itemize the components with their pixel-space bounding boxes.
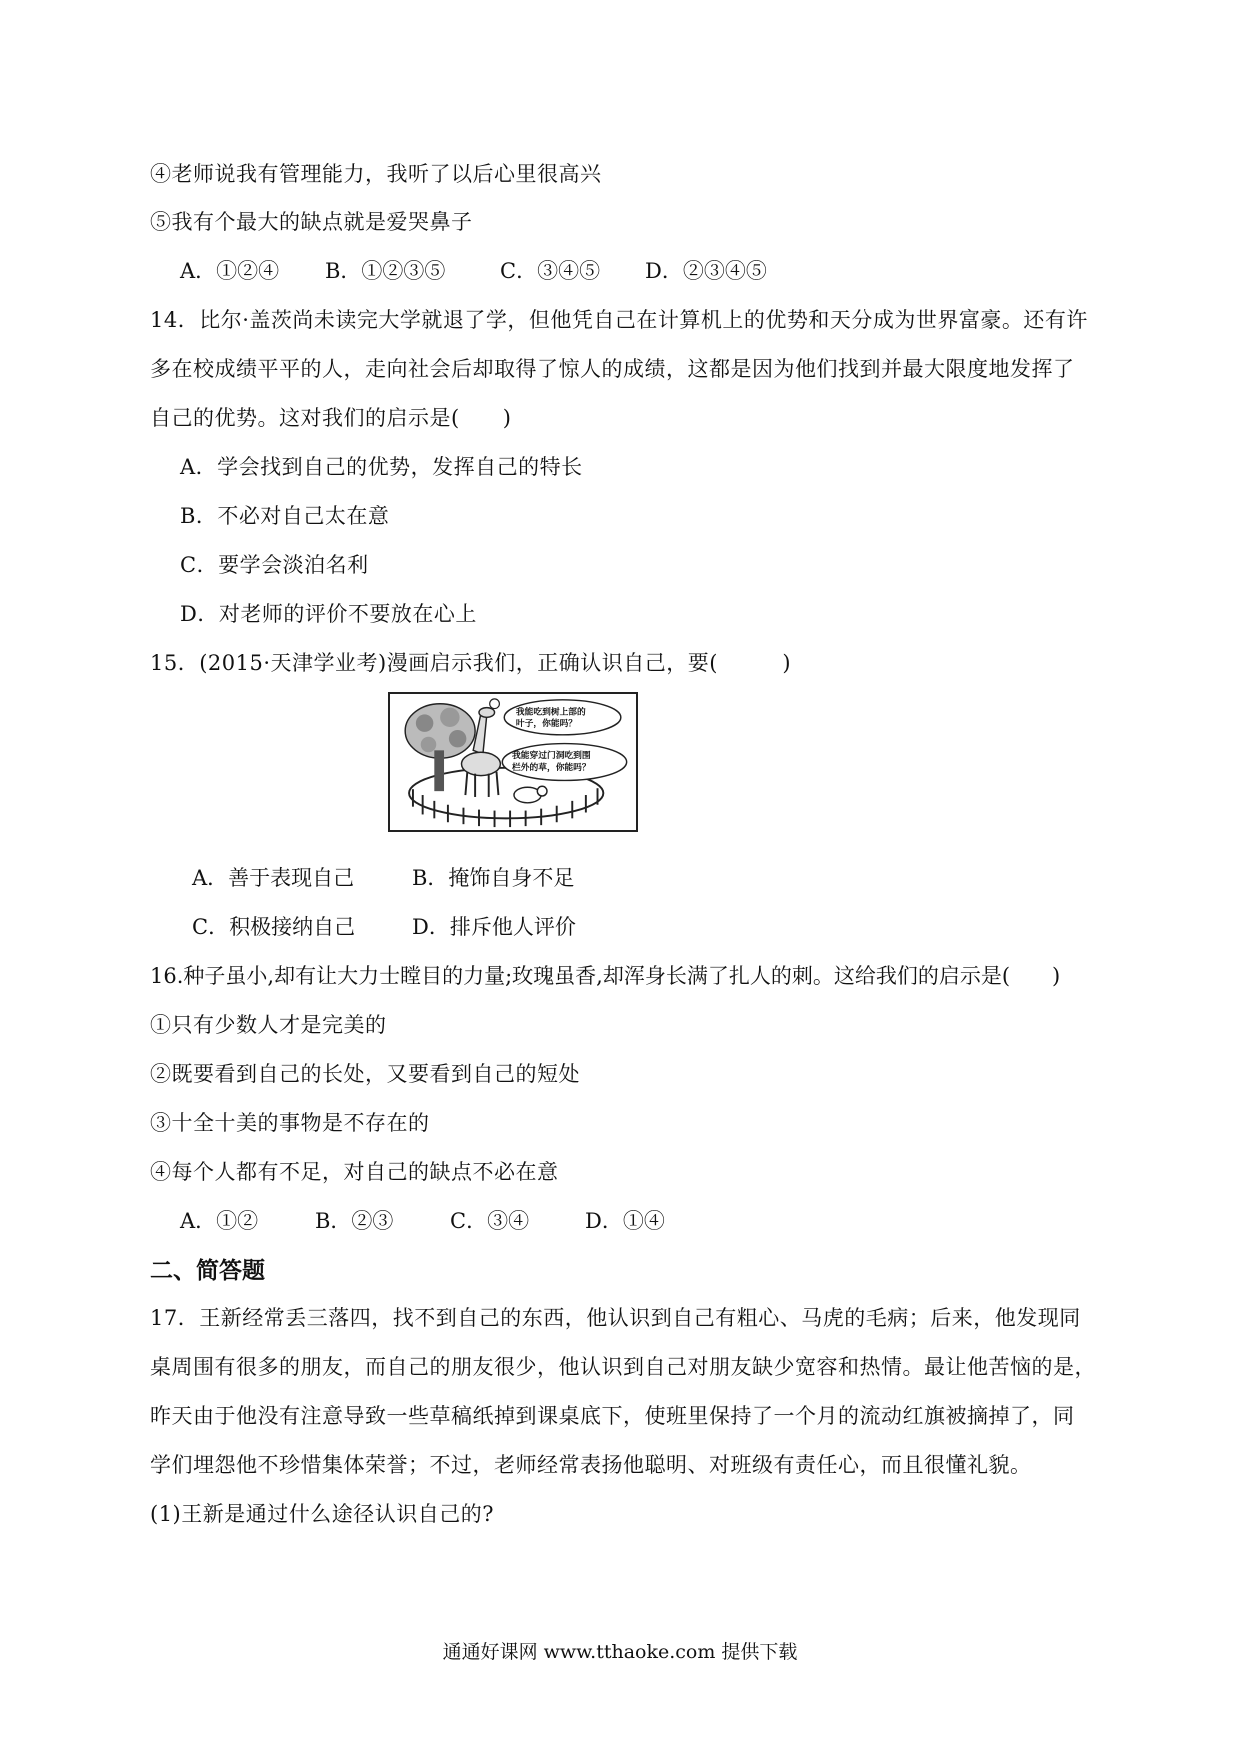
q14-stem-line-3: 自己的优势。这对我们的启示是( ) — [150, 406, 512, 430]
q13-item-5: ⑤我有个最大的缺点就是爱哭鼻子 — [150, 210, 473, 234]
q16-option-a: A．①② — [180, 1209, 259, 1233]
q13-option-d: D．②③④⑤ — [645, 259, 767, 283]
q16-item-1: ①只有少数人才是完美的 — [150, 1013, 387, 1037]
q17-sub-question-1: (1)王新是通过什么途径认识自己的? — [150, 1502, 495, 1526]
q13-options — [180, 255, 767, 285]
q16-options — [180, 1205, 665, 1235]
q15-option-d: D．排斥他人评价 — [412, 915, 576, 939]
q13-item-4: ④老师说我有管理能力，我听了以后心里很高兴 — [150, 162, 602, 186]
q16-stem: 16.种子虽小,却有让大力士瞠目的力量;玫瑰虽香,却浑身长满了扎人的刺。这给我们的启示是( ) — [150, 964, 1061, 988]
q17-stem-line-1: 17．王新经常丢三落四，找不到自己的东西，他认识到自己有粗心、马虎的毛病；后来，他发现同 — [150, 1306, 1081, 1330]
comic-bubble-2-line-2: 栏外的草，你能吗？ — [512, 762, 591, 773]
q13-option-c: C．③④⑤ — [500, 259, 601, 283]
q16-item-4: ④每个人都有不足，对自己的缺点不必在意 — [150, 1160, 559, 1184]
q17-stem-line-2: 桌周围有很多的朋友，而自己的朋友很少，他认识到自己对朋友缺少宽容和热情。最让他苦恼的是， — [150, 1355, 1096, 1379]
q15-stem: 15．(2015·天津学业考)漫画启示我们，正确认识自己，要( ) — [150, 651, 792, 675]
q17-stem-line-4: 学们埋怨他不珍惜集体荣誉；不过，老师经常表扬他聪明、对班级有责任心，而且很懂礼貌。 — [150, 1453, 1032, 1477]
page-footer: 通通好课网 www.tthaoke.com 提供下载 — [442, 1641, 798, 1663]
q16-item-3: ③十全十美的事物是不存在的 — [150, 1111, 430, 1135]
comic-bubble-1-line-1: 我能吃到树上部的 — [515, 707, 586, 718]
q15-comic-image — [388, 692, 638, 832]
q16-option-d: D．①④ — [585, 1209, 665, 1233]
q16-option-c: C．③④ — [450, 1209, 530, 1233]
q16-item-2: ②既要看到自己的长处，又要看到自己的短处 — [150, 1062, 580, 1086]
section-title-short-answer: 二、简答题 — [150, 1258, 265, 1284]
q15-option-c: C．积极接纳自己 — [192, 915, 356, 939]
q15-options-row-1 — [192, 862, 574, 892]
q13-option-b: B．①②③⑤ — [325, 259, 446, 283]
q17-stem-line-3: 昨天由于他没有注意导致一些草稿纸掉到课桌底下，使班里保持了一个月的流动红旗被摘掉了，同 — [150, 1404, 1075, 1428]
q14-option-b: B．不必对自己太在意 — [180, 504, 390, 528]
comic-bubble-2-line-1: 我能穿过门洞吃到围 — [512, 751, 591, 762]
q15-options-row-2 — [192, 911, 576, 941]
q13-option-a: A．①②④ — [180, 259, 280, 283]
q16-option-b: B．②③ — [315, 1209, 394, 1233]
q15-option-a: A．善于表现自己 — [192, 866, 355, 890]
comic-bubble-1-line-2: 叶子，你能吗？ — [515, 719, 578, 730]
q14-option-d: D．对老师的评价不要放在心上 — [180, 602, 477, 626]
q14-stem-line-1: 14．比尔·盖茨尚未读完大学就退了学，但他凭自己在计算机上的优势和天分成为世界富豪。还有许 — [150, 308, 1088, 332]
q15-option-b: B．掩饰自身不足 — [412, 866, 575, 890]
q14-option-c: C．要学会淡泊名利 — [180, 553, 369, 577]
q14-option-a: A．学会找到自己的优势，发挥自己的特长 — [180, 455, 583, 479]
q14-stem-line-2: 多在校成绩平平的人，走向社会后却取得了惊人的成绩，这都是因为他们找到并最大限度地发挥了 — [150, 357, 1075, 381]
